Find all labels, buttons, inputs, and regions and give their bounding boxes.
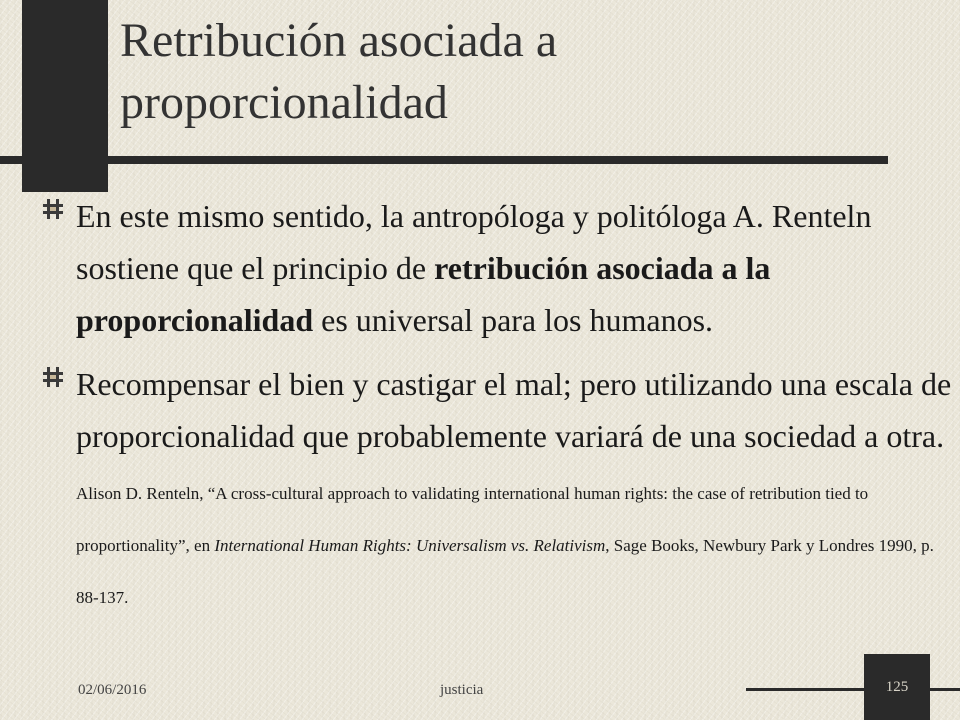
slide-title-line-1: Retribución asociada a [120, 14, 558, 67]
footer-label: justicia [440, 682, 484, 698]
hash-bullet-icon [42, 198, 64, 220]
title-underline [0, 156, 888, 164]
hash-bullet-icon [42, 366, 64, 388]
citation-text-end: , Sage Books, Newbury Park y Londres 1990, p. 88-137. [76, 536, 934, 607]
bullet-1-text-start: En este mismo sentido, la antropóloga y politóloga A. Renteln sostiene que el principio de [76, 198, 872, 286]
bullet-text-1 [76, 190, 952, 346]
citation-text-start: Alison D. Renteln, “A cross-cultural approach to validating international human rights: the case of retribution tied to proportionality”, en [76, 484, 869, 555]
bullet-item-2 [42, 358, 952, 618]
page-number: 125 [885, 679, 909, 695]
footer-date: 02/06/2016 [78, 682, 147, 698]
bullet-1-text-end: es universal para los humanos. [313, 302, 714, 338]
bullet-2-main-text: Recompensar el bien y castigar el mal; pero utilizando una escala de proporcionalidad que probablemente variará de una sociedad a otra. [76, 366, 952, 454]
footer-divider-left [746, 688, 866, 691]
citation-book-title: International Human Rights: Universalism vs. Relativism [214, 536, 606, 555]
bullet-item-1 [42, 190, 952, 346]
slide-title-line-2: proporcionalidad [120, 76, 448, 129]
bullet-text-2 [76, 358, 952, 618]
footer-divider-right [930, 688, 960, 691]
page-number-box [864, 654, 930, 720]
citation [76, 484, 934, 607]
bullet-1-bold-text: retribución asociada a la proporcionalidad [76, 250, 771, 338]
bullet-list [42, 190, 952, 630]
slide-title [120, 10, 920, 134]
